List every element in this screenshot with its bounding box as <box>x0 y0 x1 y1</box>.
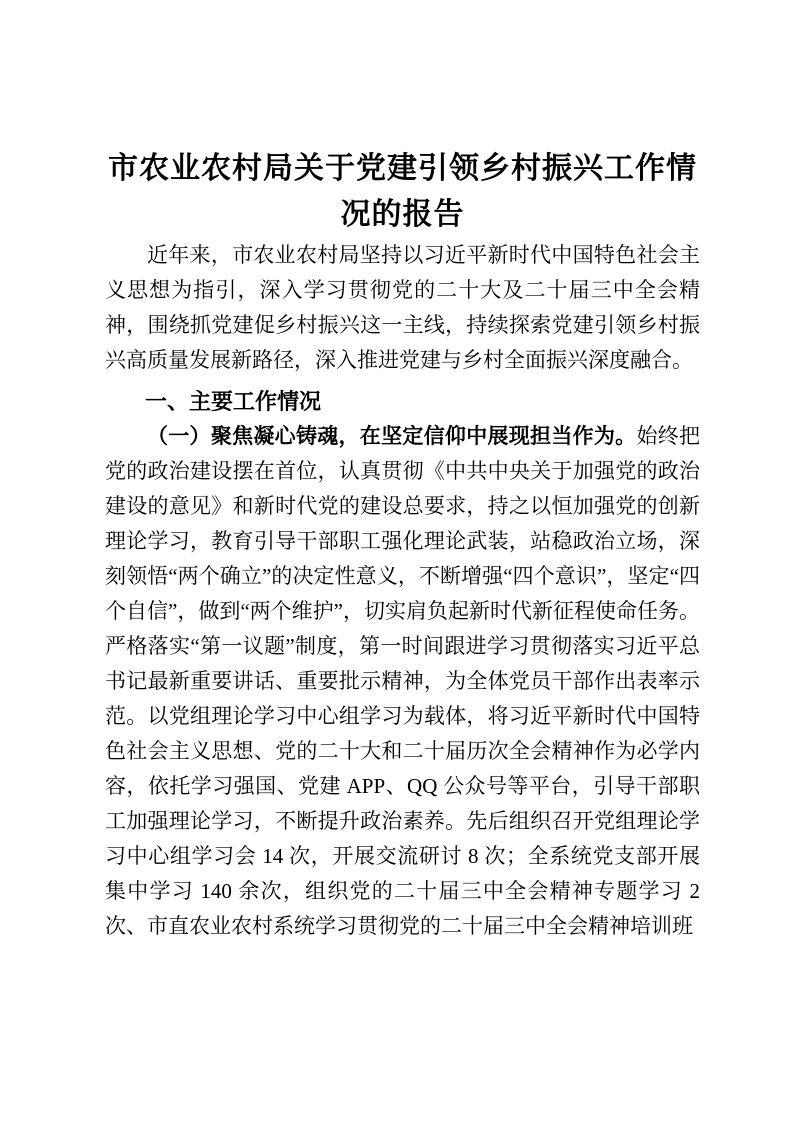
document-title: 市农业农村局关于党建引领乡村振兴工作情况的报告 <box>108 152 697 231</box>
subsection-lead-sentence: （一）聚焦凝心铸魂，在坚定信仰中展现担当作为。 <box>147 424 637 448</box>
subsection-paragraph <box>105 419 700 944</box>
subsection-body-text: 始终把党的政治建设摆在首位，认真贯彻《中共中央关于加强党的政治建设的意见》和新时代党的建设总要求，持之以恒加强党的创新理论学习，教育引导干部职工强化理论武装，站稳政治立场，深刻领悟“两个确立”的决定性意义，不断增强“四个意识”，坚定“四个自信”，做到“两个维护”，切实肩负起新时代新征程使命任务。严格落实“第一议题”制度，第一时间跟进学习贯彻落实习近平总书记最新重要讲话、重要批示精神，为全体党员干部作出表率示范。以党组理论学习中心组学习为载体，将习近平新时代中国特色社会主义思想、党的二十大和二十届历次全会精神作为必学内容，依托学习强国、党建 APP、QQ 公众号等平台，引导干部职工加强理论学习，不断提升政治素养。先后组织召开党组理论学习中心组学习会 14 次，开展交流研讨 8 次；全系统党支部开展集中学习 140 余次，组织党的二十届三中全会精神专题学习 2 次、市直农业农村系统学习贯彻党的二十届三中全会精神培训班 <box>105 424 701 938</box>
intro-paragraph: 近年来，市农业农村局坚持以习近平新时代中国特色社会主义思想为指引，深入学习贯彻党的二十大及二十届三中全会精神，围绕抓党建促乡村振兴这一主线，持续探索党建引领乡村振兴高质量发展新路径，深入推进党建与乡村全面振兴深度融合。 <box>105 243 700 372</box>
section-heading-main-work: 一、主要工作情况 <box>145 389 322 414</box>
